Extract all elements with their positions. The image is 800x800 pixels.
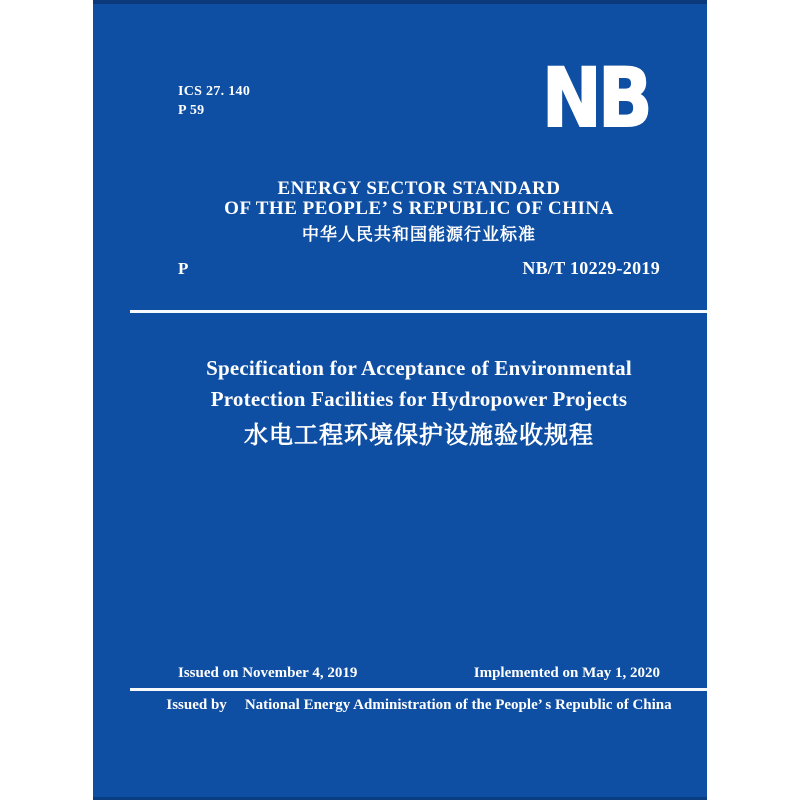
title-en-line2: Protection Facilities for Hydropower Projects <box>210 387 628 411</box>
title-block <box>178 353 660 449</box>
divider-line-top <box>130 310 707 313</box>
class-code: P <box>178 259 189 278</box>
header-line1: ENERGY SECTOR STANDARD <box>277 178 561 199</box>
issued-date: Issued on November 4, 2019 <box>178 665 358 681</box>
ics-code: ICS 27. 140 <box>178 84 251 99</box>
title-en-line1: Specification for Acceptance of Environmental <box>206 356 632 380</box>
standard-header <box>178 179 660 245</box>
standard-cover <box>93 0 707 800</box>
header-line3-chinese: 中华人民共和国能源行业标准 <box>302 225 536 244</box>
issued-by-value: National Energy Administration of the People’ s Republic of China <box>244 697 672 713</box>
header-line2: OF THE PEOPLE’ S REPUBLIC OF CHINA <box>224 198 614 219</box>
standard-number: NB/T 10229-2019 <box>522 258 660 278</box>
classification-code: P 59 <box>178 103 205 118</box>
issued-by-label: Issued by <box>166 697 227 713</box>
cover-top-edge-shadow <box>93 0 707 4</box>
ics-block <box>178 82 250 120</box>
code-row <box>178 258 660 279</box>
dates-row <box>178 665 660 682</box>
title-chinese: 水电工程环境保护设施验收规程 <box>244 422 594 449</box>
issuer-row <box>166 697 672 714</box>
divider-line-bottom <box>130 688 707 691</box>
nb-logo: NB <box>542 52 649 146</box>
implemented-date: Implemented on May 1, 2020 <box>473 665 660 681</box>
